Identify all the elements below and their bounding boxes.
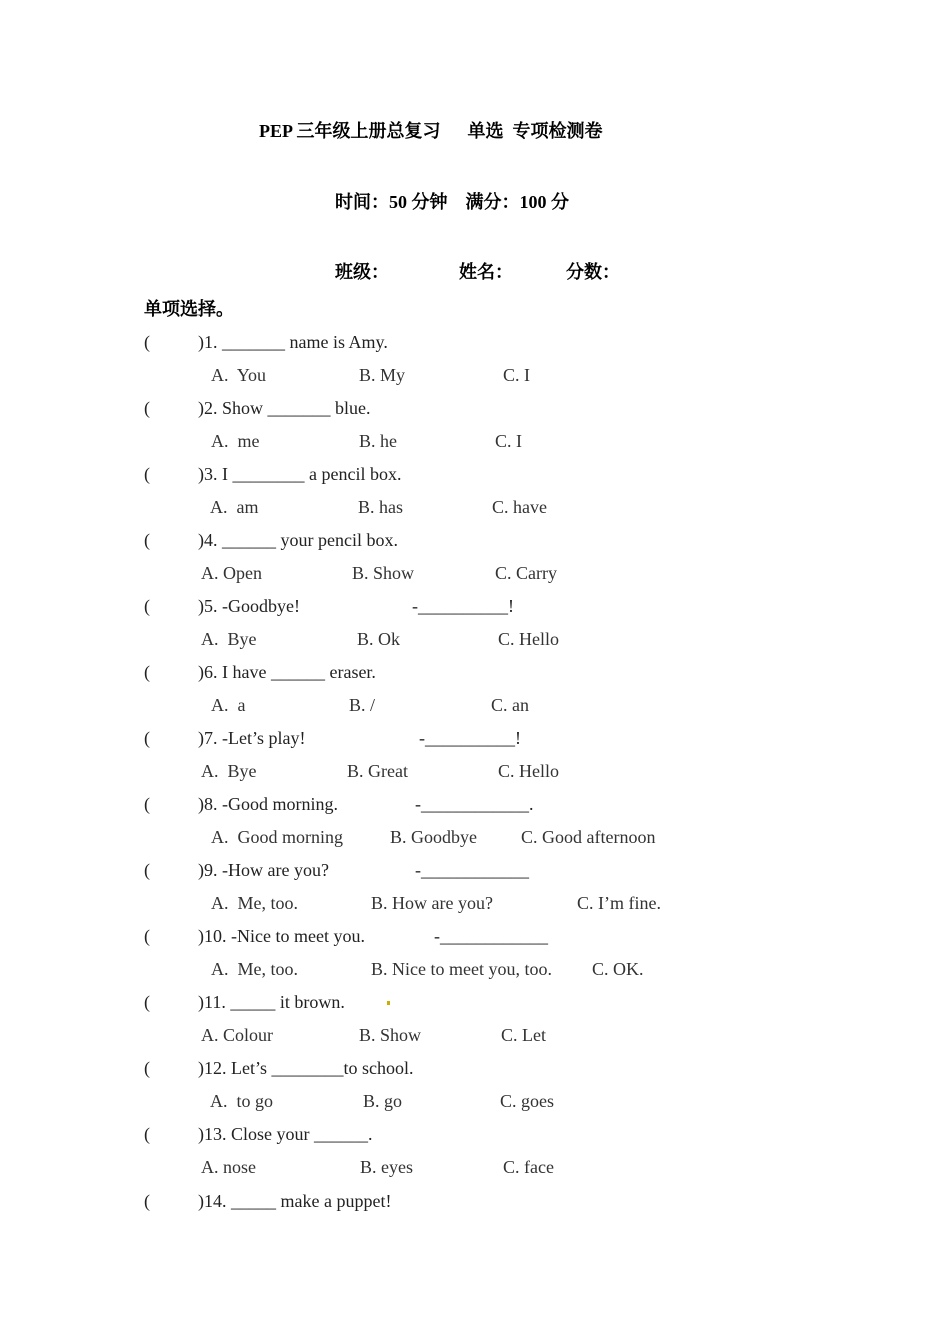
option-a: A. to go <box>210 1091 273 1111</box>
option-b: B. has <box>358 497 403 517</box>
option-b: B. How are you? <box>371 893 493 913</box>
answer-bracket[interactable]: ( <box>144 860 150 880</box>
option-a: A. me <box>211 431 260 451</box>
option-c: C. have <box>492 497 547 517</box>
option-b: B. Ok <box>357 629 401 649</box>
option-c: C. Hello <box>498 761 559 781</box>
answer-bracket[interactable]: ( <box>144 992 150 1012</box>
answer-bracket[interactable]: ( <box>144 530 150 550</box>
stray-mark <box>387 1001 390 1005</box>
reply-blank: -__________! <box>412 596 514 616</box>
answer-bracket[interactable]: ( <box>144 926 150 946</box>
option-a: A. a <box>211 695 246 715</box>
question-text: )7. -Let’s play! <box>198 728 306 748</box>
answer-bracket[interactable]: ( <box>144 596 150 616</box>
option-c: C. I <box>503 365 530 385</box>
option-c: C. Hello <box>498 629 559 649</box>
answer-bracket[interactable]: ( <box>144 398 150 418</box>
option-c: C. Let <box>501 1025 546 1045</box>
reply-blank: -__________! <box>419 728 521 748</box>
option-a: A. Me, too. <box>211 959 298 979</box>
page-title: PEP 三年级上册总复习 单选 专项检测卷 <box>259 121 603 141</box>
question-text: )3. I ________ a pencil box. <box>198 464 402 484</box>
answer-bracket[interactable]: ( <box>144 332 150 352</box>
time-and-score-line: 时间：50 分钟 满分：100 分 <box>335 192 569 212</box>
option-b: B. Show <box>352 563 415 583</box>
question-text: )11. _____ it brown. <box>198 992 345 1012</box>
reply-blank: -____________. <box>415 794 534 814</box>
question-text: )14. _____ make a puppet! <box>198 1191 392 1211</box>
question-text: )9. -How are you? <box>198 860 329 880</box>
answer-bracket[interactable]: ( <box>144 1191 150 1211</box>
name-label: 姓名： <box>459 262 513 282</box>
option-a: A. Bye <box>201 761 257 781</box>
question-text: )4. ______ your pencil box. <box>198 530 398 550</box>
answer-bracket[interactable]: ( <box>144 794 150 814</box>
option-c: C. Good afternoon <box>521 827 656 847</box>
option-c: C. face <box>503 1157 554 1177</box>
option-a: A. am <box>210 497 259 517</box>
question-text: )6. I have ______ eraser. <box>198 662 376 682</box>
reply-blank: -____________ <box>415 860 529 880</box>
section-title: 单项选择。 <box>144 299 234 319</box>
option-c: C. an <box>491 695 529 715</box>
question-text: )1. _______ name is Amy. <box>198 332 388 352</box>
option-a: A. Bye <box>201 629 257 649</box>
option-a: A. nose <box>201 1157 256 1177</box>
option-b: B. Goodbye <box>390 827 477 847</box>
question-text: )2. Show _______ blue. <box>198 398 371 418</box>
reply-blank: -____________ <box>434 926 548 946</box>
option-a: A. Me, too. <box>211 893 298 913</box>
question-text: )10. -Nice to meet you. <box>198 926 365 946</box>
question-text: )13. Close your ______. <box>198 1124 373 1144</box>
option-b: B. / <box>349 695 376 715</box>
question-text: )8. -Good morning. <box>198 794 338 814</box>
option-c: C. OK. <box>592 959 644 979</box>
question-text: )12. Let’s ________to school. <box>198 1058 414 1078</box>
answer-bracket[interactable]: ( <box>144 662 150 682</box>
option-c: C. I <box>495 431 522 451</box>
option-a: A. Open <box>201 563 262 583</box>
option-c: C. Carry <box>495 563 557 583</box>
option-b: B. Nice to meet you, too. <box>371 959 552 979</box>
option-a: A. Good morning <box>211 827 343 847</box>
score-label: 分数： <box>566 262 620 282</box>
option-a: A. Colour <box>201 1025 273 1045</box>
option-b: B. Great <box>347 761 408 781</box>
option-c: C. I’m fine. <box>577 893 661 913</box>
answer-bracket[interactable]: ( <box>144 464 150 484</box>
option-b: B. Show <box>359 1025 422 1045</box>
question-text: )5. -Goodbye! <box>198 596 300 616</box>
option-b: B. My <box>359 365 406 385</box>
option-b: B. eyes <box>360 1157 413 1177</box>
answer-bracket[interactable]: ( <box>144 1124 150 1144</box>
answer-bracket[interactable]: ( <box>144 1058 150 1078</box>
option-b: B. he <box>359 431 397 451</box>
option-a: A. You <box>211 365 267 385</box>
option-b: B. go <box>363 1091 403 1111</box>
option-c: C. goes <box>500 1091 554 1111</box>
class-label: 班级： <box>335 262 389 282</box>
answer-bracket[interactable]: ( <box>144 728 150 748</box>
